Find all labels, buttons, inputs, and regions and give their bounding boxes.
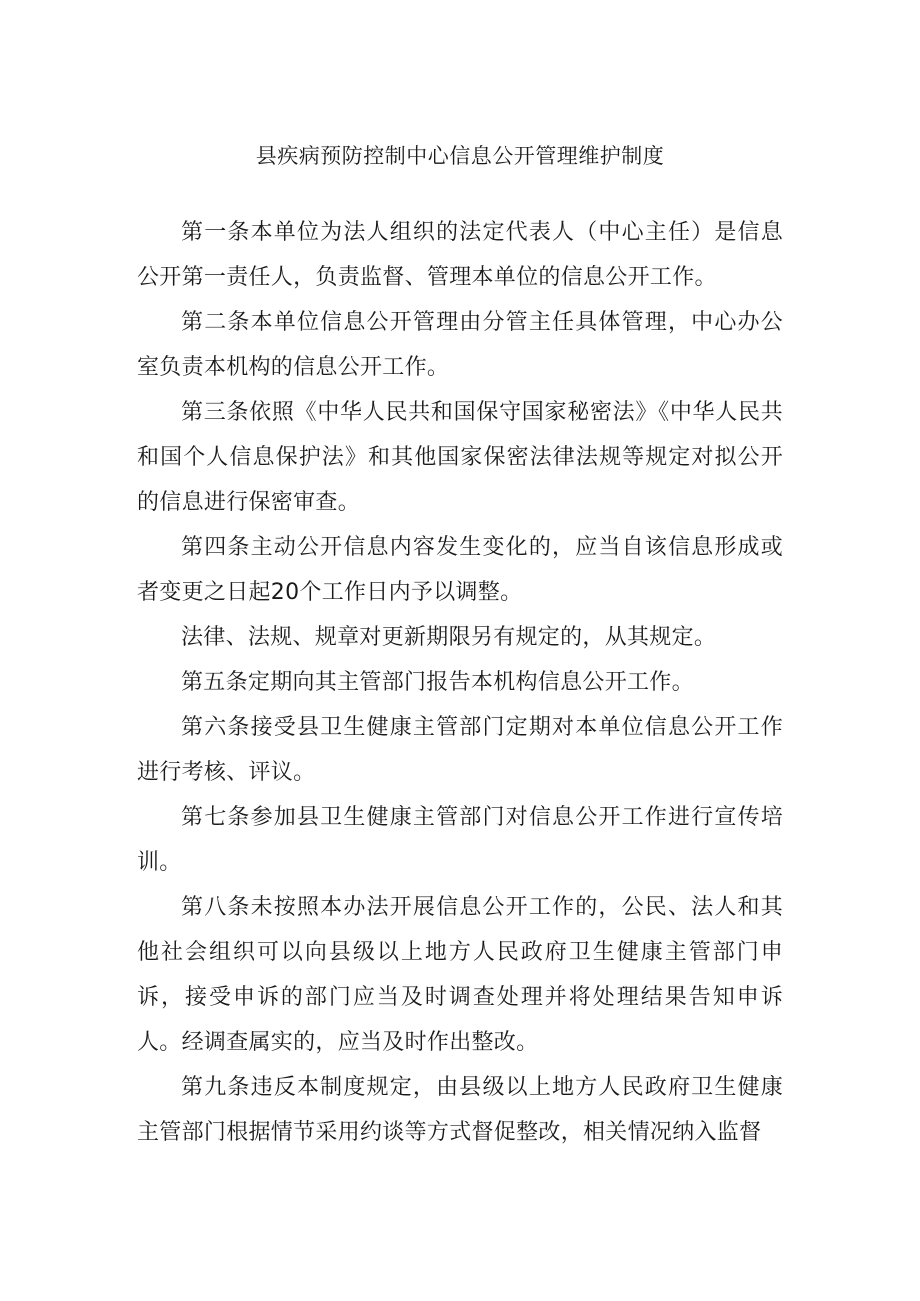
- paragraph-article-2: 第二条本单位信息公开管理由分管主任具体管理，中心办公室负责本机构的信息公开工作。: [137, 310, 783, 380]
- paragraph-article-1: 第一条本单位为法人组织的法定代表人（中心主任）是信息公开第一责任人，负责监督、管理本单位的信息公开工作。: [137, 220, 783, 290]
- paragraph-article-4-note: 法律、法规、规章对更新期限另有规定的，从其规定。: [181, 625, 717, 650]
- paragraph-article-6: 第六条接受县卫生健康主管部门定期对本单位信息公开工作进行考核、评议。: [137, 715, 783, 785]
- paragraph-article-8: 第八条未按照本办法开展信息公开工作的，公民、法人和其他社会组织可以向县级以上地方人民政府卫生健康主管部门申诉，接受申诉的部门应当及时调查处理并将处理结果告知申诉人。经调查属实的，应当及时作出整改。: [137, 895, 783, 1055]
- paragraph-article-5: 第五条定期向其主管部门报告本机构信息公开工作。: [181, 670, 694, 695]
- document-title: 县疾病预防控制中心信息公开管理维护制度: [255, 144, 665, 168]
- paragraph-article-3: 第三条依照《中华人民共和国保守国家秘密法》《中华人民共和国个人信息保护法》和其他国家保密法律法规等规定对拟公开的信息进行保密审查。: [137, 400, 783, 515]
- paragraph-article-4: 第四条主动公开信息内容发生变化的，应当自该信息形成或者变更之日起20个工作日内予以调整。: [137, 535, 783, 605]
- document-body: [137, 210, 783, 1155]
- paragraph-article-7: 第七条参加县卫生健康主管部门对信息公开工作进行宣传培训。: [137, 805, 783, 875]
- paragraph-article-9: 第九条违反本制度规定，由县级以上地方人民政府卫生健康主管部门根据情节采用约谈等方式督促整改，相关情况纳入监督: [137, 1075, 783, 1145]
